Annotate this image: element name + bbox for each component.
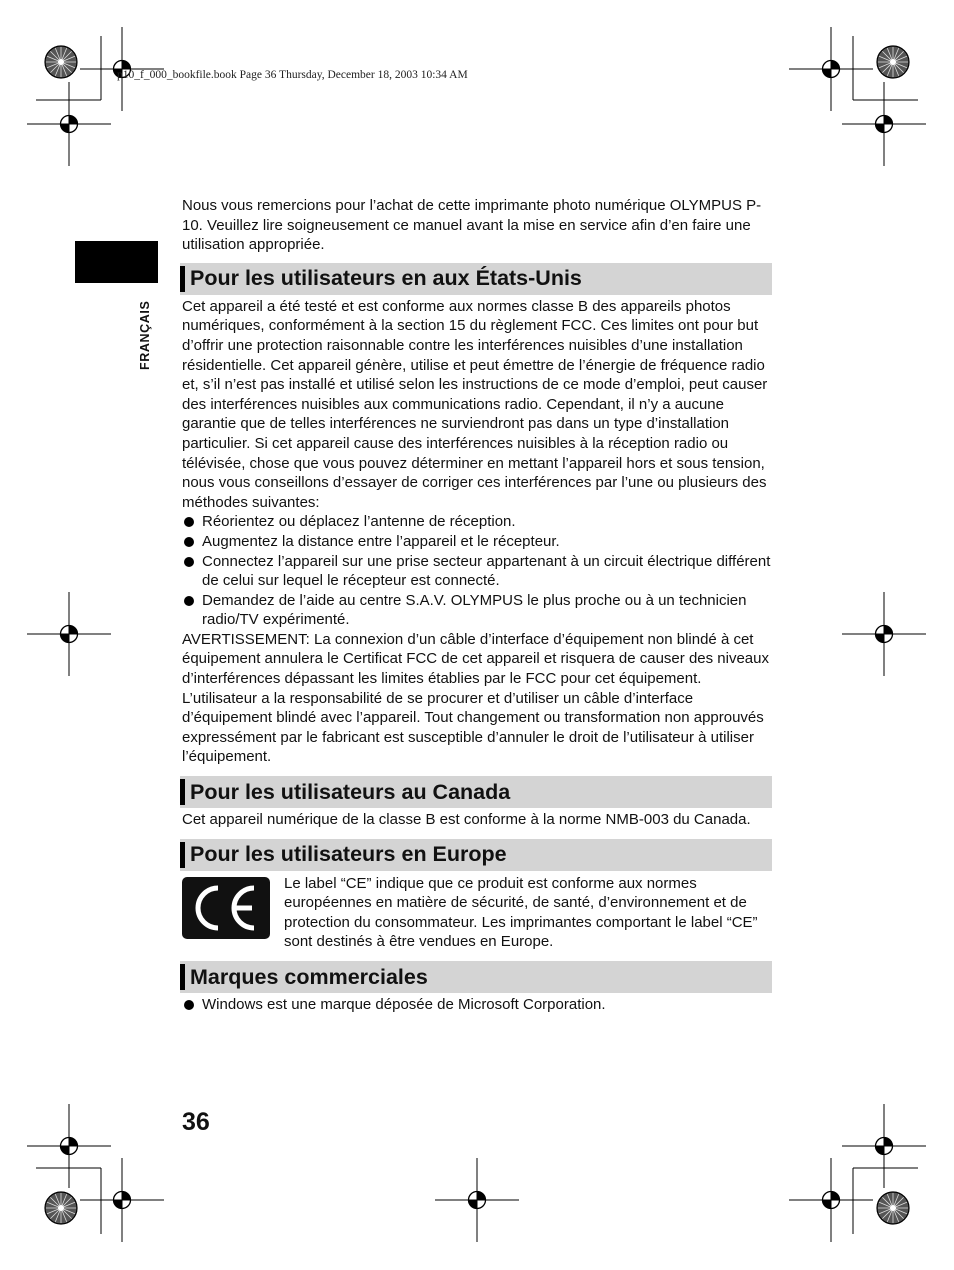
bullet-icon: [184, 557, 194, 567]
section-title: Marques commerciales: [190, 964, 428, 989]
list-item: Augmentez la distance entre l’appareil et le récepteur.: [182, 532, 772, 552]
list-item: Réorientez ou déplacez l’antenne de réception.: [182, 512, 772, 532]
canada-body: Cet appareil numérique de la classe B est conforme à la norme NMB-003 du Canada.: [182, 811, 751, 829]
list-item: Connectez l’appareil sur une prise secteur appartenant à un circuit électrique différent de celui sur lequel le récepteur est connecté.: [182, 552, 772, 591]
list-item: Windows est une marque déposée de Microsoft Corporation.: [182, 995, 772, 1015]
europe-body: Le label “CE” indique que ce produit est conforme aux normes européennes en matière de sécurité, de santé, d’environnement et de protection du consommateur. Les imprimantes comportant le label “CE” sont destinés à être vendues en Europe.: [284, 874, 758, 951]
trademark-list: [182, 995, 772, 1015]
section-title: Pour les utilisateurs en aux États-Unis: [190, 266, 582, 291]
section-heading-canada: [180, 776, 772, 808]
bullet-icon: [184, 1000, 194, 1010]
print-slug: p10_f_000_bookfile.book Page 36 Thursday, December 18, 2003 10:34 AM: [117, 69, 468, 81]
intro-paragraph: Nous vous remercions pour l’achat de cette imprimante photo numérique OLYMPUS P-10. Veuillez lire soigneusement ce manuel avant la mise en service afin d’en faire une utilisation appropriée.: [182, 197, 762, 254]
section-heading-europe: [180, 839, 772, 871]
list-item: Demandez de l’aide au centre S.A.V. OLYMPUS le plus proche ou à un technicien radio/TV expérimenté.: [182, 591, 772, 630]
usa-body: Cet appareil a été testé et est conforme aux normes classe B des appareils photos numériques, conformément à la section 15 du règlement FCC. Ces limites ont pour but d’offrir une protection raisonnable contre les interférences nuisibles d’une installation résidentielle. Cet appareil génère, utilise et peut émettre de l’énergie de fréquence radio et, s’il n’est pas installé et utilisé selon les instructions de ce mode d’emploi, peut causer des interférences nuisibles aux communications radio. Cependant, il n’y a aucune garantie que de telles interférences ne surviendront pas dans un type d’installation particulier. Si cet appareil cause des interférences nuisibles à la réception radio ou télévisée, chose que vous pouvez déterminer en mettant l’appareil hors et sous tension, nous vous conseillons d’essayer de corriger ces interférences par l’une ou plusieurs des méthodes suivantes:: [182, 297, 768, 511]
section-title: Pour les utilisateurs en Europe: [190, 842, 507, 867]
usa-bullet-list: [182, 512, 772, 630]
section-heading-usa: [180, 263, 772, 295]
language-tab: [75, 241, 158, 283]
section-heading-trademarks: [180, 961, 772, 993]
page-number: 36: [182, 1108, 210, 1136]
section-title: Pour les utilisateurs au Canada: [190, 779, 511, 804]
fcc-warning: AVERTISSEMENT: La connexion d’un câble d’interface d’équipement non blindé à cet équipement annulera le Certificat FCC de cet appareil et risquera de causer des niveaux d’interférences dépassant les limites établies par le FCC pour cet équipement. L’utilisateur a la responsabilité de se procurer et d’utiliser un câble d’interface d’équipement blindé avec l’appareil. Tout changement ou transformation non approuvés expressément par le fabricant est susceptible d’annuler le droit de l’utilisateur à utiliser l’équipement.: [182, 630, 769, 766]
language-label: FRANÇAIS: [138, 300, 152, 370]
europe-block: [182, 874, 772, 952]
page-content: [182, 196, 772, 1015]
bullet-icon: [184, 596, 194, 606]
ce-mark-icon: [182, 877, 270, 939]
bullet-icon: [184, 537, 194, 547]
bullet-icon: [184, 517, 194, 527]
